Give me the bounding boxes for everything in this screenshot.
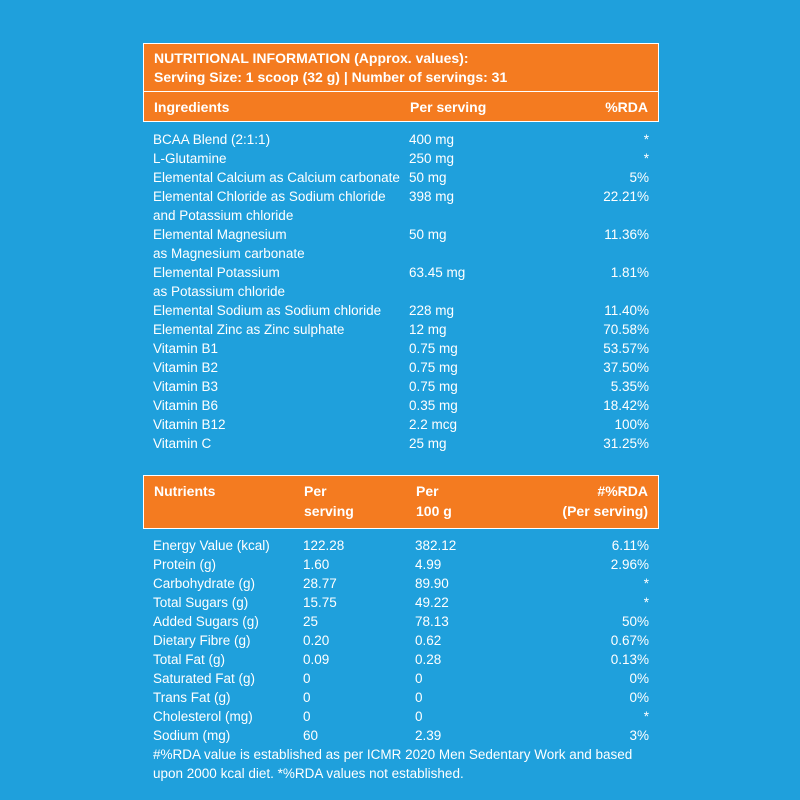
ingredient-row (153, 434, 649, 453)
nutrient-per-100g: 89.90 (415, 576, 449, 591)
per-serving-column-header: Per serving (410, 99, 487, 115)
ingredient-name (153, 434, 409, 453)
ingredient-per-serving: 0.75 mg (409, 360, 458, 375)
ingredient-name (153, 339, 409, 358)
rda-header-line2: (Per serving) (562, 503, 648, 519)
ingredient-name (153, 263, 409, 301)
nutrient-per-100g: 0 (415, 671, 423, 686)
nutrient-name: Dietary Fibre (g) (153, 633, 251, 648)
nutrition-title-box (143, 43, 659, 92)
nutrient-row (153, 650, 649, 669)
nutrient-per-100g: 0.28 (415, 652, 442, 667)
ingredients-header-row (143, 92, 659, 122)
nutrient-per-100g: 4.99 (415, 557, 442, 572)
ingredient-row (153, 301, 649, 320)
ingredient-row (153, 187, 649, 225)
ingredient-name-line: Vitamin C (153, 436, 212, 451)
per-serving-header-line2: serving (304, 503, 354, 519)
per-serving-column-header-2 (304, 481, 416, 521)
ingredient-rda: 22.21% (603, 189, 649, 204)
nutrient-row (153, 707, 649, 726)
ingredient-rda: 5.35% (610, 379, 649, 394)
ingredient-name (153, 320, 409, 339)
nutrient-per-100g: 382.12 (415, 538, 457, 553)
ingredient-name-line: Vitamin B6 (153, 398, 219, 413)
ingredient-row (153, 168, 649, 187)
nutrient-rda: 50% (621, 614, 649, 629)
ingredient-rda: 53.57% (603, 341, 649, 356)
ingredient-name-line: and Potassium chloride (153, 208, 294, 223)
ingredient-name (153, 301, 409, 320)
ingredient-name (153, 225, 409, 263)
nutrient-row (153, 593, 649, 612)
ingredient-name (153, 377, 409, 396)
rda-per-serving-column-header (536, 481, 648, 521)
footnote-line2: upon 2000 kcal diet. *%RDA values not established. (153, 766, 464, 781)
rda-header-line1: #%RDA (597, 483, 648, 499)
nutrient-name: Protein (g) (153, 557, 217, 572)
ingredient-name-line: Vitamin B1 (153, 341, 219, 356)
per-100g-header-line2: 100 g (416, 503, 452, 519)
nutrient-per-serving: 0 (303, 690, 311, 705)
nutrient-row (153, 688, 649, 707)
nutrient-per-100g: 0.62 (415, 633, 442, 648)
ingredient-row (153, 396, 649, 415)
nutrient-per-serving: 28.77 (303, 576, 337, 591)
ingredient-per-serving: 250 mg (409, 151, 455, 166)
ingredient-name-line: BCAA Blend (2:1:1) (153, 132, 271, 147)
ingredient-name-line: Elemental Sodium as Sodium chloride (153, 303, 382, 318)
nutrient-rda: 0% (629, 671, 649, 686)
nutrient-rda: 0% (629, 690, 649, 705)
ingredient-row (153, 130, 649, 149)
ingredient-row (153, 320, 649, 339)
ingredient-per-serving: 398 mg (409, 189, 455, 204)
ingredient-rda: 18.42% (603, 398, 649, 413)
ingredient-row (153, 358, 649, 377)
ingredient-row (153, 377, 649, 396)
ingredients-column-header: Ingredients (154, 99, 230, 115)
ingredient-rda: * (643, 151, 649, 166)
serving-info: Serving Size: 1 scoop (32 g) | Number of servings: 31 (154, 69, 508, 85)
per-100g-header-line1: Per (416, 483, 439, 499)
ingredient-per-serving: 50 mg (409, 227, 447, 242)
ingredient-name (153, 168, 409, 187)
nutrient-row (153, 631, 649, 650)
nutrient-name: Energy Value (kcal) (153, 538, 270, 553)
ingredient-rda: 37.50% (603, 360, 649, 375)
nutrient-row (153, 555, 649, 574)
nutrient-rda: 3% (629, 728, 649, 743)
nutrient-row (153, 536, 649, 555)
ingredient-rda: 5% (629, 170, 649, 185)
ingredient-name-line: as Potassium chloride (153, 284, 286, 299)
footnote (143, 745, 659, 783)
nutrient-per-serving: 0 (303, 709, 311, 724)
nutrient-name: Total Fat (g) (153, 652, 226, 667)
ingredient-per-serving: 63.45 mg (409, 265, 466, 280)
ingredient-row (153, 263, 649, 301)
nutrients-header-row (143, 475, 659, 529)
ingredient-per-serving: 2.2 mcg (409, 417, 458, 432)
nutrient-per-serving: 60 (303, 728, 319, 743)
nutrient-name: Trans Fat (g) (153, 690, 231, 705)
nutrients-column-header: Nutrients (154, 483, 216, 499)
nutrient-per-100g: 78.13 (415, 614, 449, 629)
ingredient-row (153, 415, 649, 434)
ingredient-row (153, 339, 649, 358)
nutrient-name: Added Sugars (g) (153, 614, 259, 629)
ingredient-row (153, 149, 649, 168)
nutrient-rda: 6.11% (611, 538, 649, 553)
nutrient-name: Saturated Fat (g) (153, 671, 256, 686)
ingredient-name (153, 130, 409, 149)
nutrient-row (153, 726, 649, 745)
nutrition-title: NUTRITIONAL INFORMATION (Approx. values): (154, 50, 469, 66)
ingredient-name-line: Elemental Magnesium (153, 227, 287, 242)
ingredient-name (153, 187, 409, 225)
nutrient-name: Total Sugars (g) (153, 595, 249, 610)
nutrient-per-serving: 25 (303, 614, 319, 629)
nutrient-per-serving: 15.75 (303, 595, 337, 610)
ingredient-row (153, 225, 649, 263)
nutrient-per-100g: 0 (415, 690, 423, 705)
ingredient-per-serving: 0.75 mg (409, 379, 458, 394)
ingredient-per-serving: 50 mg (409, 170, 447, 185)
nutrient-row (153, 612, 649, 631)
nutrient-rda: 0.13% (610, 652, 649, 667)
nutrient-per-serving: 122.28 (303, 538, 345, 553)
nutrient-rda: * (643, 595, 649, 610)
ingredient-rda: 31.25% (603, 436, 649, 451)
nutrient-name: Cholesterol (mg) (153, 709, 253, 724)
ingredient-per-serving: 228 mg (409, 303, 455, 318)
nutrient-rda: * (643, 576, 649, 591)
ingredient-name-line: Elemental Chloride as Sodium chloride (153, 189, 386, 204)
ingredient-per-serving: 25 mg (409, 436, 447, 451)
ingredient-name (153, 415, 409, 434)
nutrient-per-100g: 0 (415, 709, 423, 724)
ingredient-name (153, 396, 409, 415)
ingredient-rda: * (643, 132, 649, 147)
ingredient-rda: 11.36% (604, 227, 649, 242)
nutrient-per-serving: 0.09 (303, 652, 330, 667)
nutrition-panel (143, 43, 659, 783)
ingredient-name-line: Vitamin B2 (153, 360, 219, 375)
nutrient-name: Sodium (mg) (153, 728, 231, 743)
nutrient-per-serving: 0 (303, 671, 311, 686)
nutrient-per-serving: 1.60 (303, 557, 330, 572)
nutrient-per-100g: 49.22 (415, 595, 449, 610)
ingredient-name-line: as Magnesium carbonate (153, 246, 305, 261)
ingredient-name (153, 149, 409, 168)
ingredient-per-serving: 0.75 mg (409, 341, 458, 356)
ingredients-table-body (143, 122, 659, 457)
nutrient-name: Carbohydrate (g) (153, 576, 256, 591)
nutrient-per-serving: 0.20 (303, 633, 330, 648)
per-100g-column-header (416, 481, 536, 521)
footnote-line1: #%RDA value is established as per ICMR 2020 Men Sedentary Work and based (153, 747, 633, 762)
nutrient-rda: * (643, 709, 649, 724)
ingredient-name-line: Elemental Potassium (153, 265, 280, 280)
ingredient-per-serving: 400 mg (409, 132, 455, 147)
nutrient-row (153, 574, 649, 593)
ingredient-name-line: Elemental Calcium as Calcium carbonate (153, 170, 400, 185)
rda-column-header: %RDA (605, 99, 648, 115)
ingredient-rda: 1.81% (610, 265, 649, 280)
ingredient-rda: 100% (614, 417, 649, 432)
ingredient-rda: 11.40% (604, 303, 649, 318)
nutrient-row (153, 669, 649, 688)
ingredient-name-line: Vitamin B12 (153, 417, 226, 432)
ingredient-per-serving: 0.35 mg (409, 398, 458, 413)
nutrient-per-100g: 2.39 (415, 728, 442, 743)
nutrient-rda: 0.67% (610, 633, 649, 648)
ingredient-name-line: Elemental Zinc as Zinc sulphate (153, 322, 345, 337)
nutrients-table-body (143, 529, 659, 745)
ingredient-name (153, 358, 409, 377)
ingredient-per-serving: 12 mg (409, 322, 447, 337)
ingredient-rda: 70.58% (603, 322, 649, 337)
nutrient-rda: 2.96% (610, 557, 649, 572)
ingredient-name-line: L-Glutamine (153, 151, 227, 166)
per-serving-header-line1: Per (304, 483, 327, 499)
ingredient-name-line: Vitamin B3 (153, 379, 219, 394)
